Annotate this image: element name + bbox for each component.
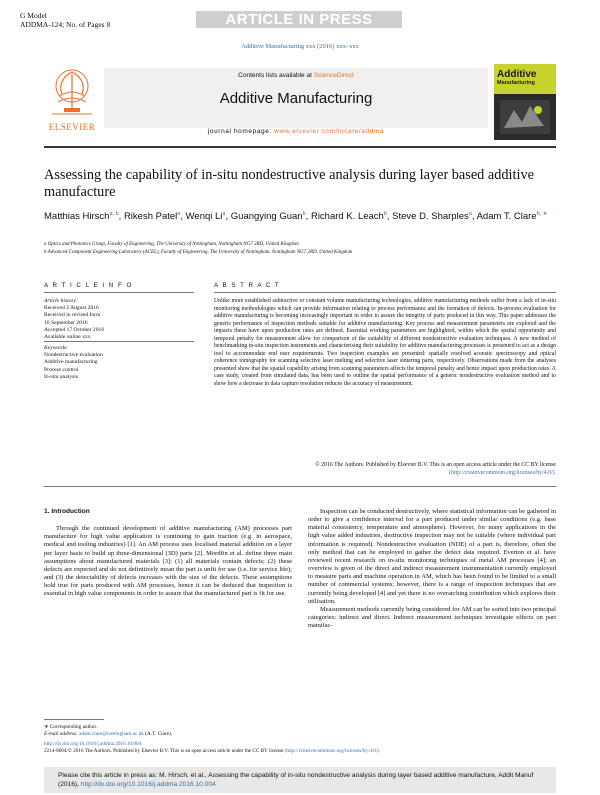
contents-line	[104, 72, 488, 79]
cover-title-line1: Additive	[497, 69, 537, 80]
manuscript-pages: ADDMA-124; No. of Pages 8	[20, 20, 111, 29]
issn-line: 2214-8604/© 2016 The Authors. Published by Elsevier B.V. This is an open access article under the CC BY license	[44, 748, 284, 754]
footnote-rule	[44, 719, 104, 720]
license-link[interactable]: (http://creativecommons.org/licenses/by/4.0/).	[449, 469, 556, 476]
citation-text: Please cite this article in press as: M. Hirsch, et al., Assessing the capability of in-situ nondestructive analysis during layer based additive manufacture, Addit Manuf (2016),	[58, 772, 534, 788]
history-rule	[44, 341, 194, 342]
issn-license-link[interactable]: (http://creativecommons.org/licenses/by/4.0/).	[284, 748, 381, 754]
masthead	[44, 64, 556, 142]
cover-title	[497, 70, 536, 87]
author[interactable]	[124, 211, 180, 222]
author[interactable]	[231, 211, 306, 222]
body-left-column	[44, 508, 292, 599]
abstract-bottom-rule	[44, 486, 556, 487]
author-affil-mark: a	[468, 211, 472, 217]
author-name: Richard K. Leach	[310, 211, 384, 223]
citation-box	[44, 767, 556, 793]
keywords	[44, 345, 194, 381]
masthead-rule	[44, 146, 556, 148]
history-item: Available online xxx	[44, 334, 91, 341]
body-paragraph: Measurement methods currently being considered for AM can be sorted into two principal categories: indirect and direct. Indirect measurement techniques investigate effects on part manufac-	[308, 605, 556, 630]
email-label: E-mail address:	[44, 731, 78, 737]
author-affil-mark: a	[222, 211, 226, 217]
author-affil-mark: b	[302, 211, 306, 217]
cover-artwork	[500, 100, 550, 134]
info-rule	[44, 292, 194, 293]
author-affil-mark: a	[177, 211, 181, 217]
abstract-heading: A B S T R A C T	[214, 282, 281, 289]
journal-title: Additive Manufacturing	[219, 90, 373, 107]
abstract-rule	[214, 292, 556, 293]
gmodel-label: G Model	[20, 11, 47, 20]
keyword: Additive manufacturing	[44, 359, 98, 366]
keywords-label: Keywords:	[44, 345, 69, 351]
doi-link[interactable]: http://dx.doi.org/10.1016/j.addma.2016.10.004	[44, 741, 142, 747]
author-name: Steve D. Sharples	[392, 211, 469, 223]
affiliation-a: a Optics and Photonics Group, Faculty of Engineering, The University of Nottingham, Nottingham NG7 2RD, United Kingdom	[44, 242, 299, 247]
author-name: Guangying Guan	[230, 211, 303, 223]
history-item: Accepted 17 October 2016	[44, 326, 105, 333]
journal-masthead	[104, 64, 488, 140]
journal-cover-image[interactable]	[494, 64, 556, 140]
cover-title-line2: Manufacturing	[497, 80, 535, 86]
sciencedirect-link[interactable]: ScienceDirect	[313, 72, 354, 79]
author-affil-mark: b, ∗	[536, 211, 548, 217]
author-name: Matthias Hirsch	[44, 211, 110, 223]
author[interactable]	[44, 211, 119, 222]
author-name: Wenqi Li	[185, 211, 223, 223]
author[interactable]	[311, 211, 387, 222]
journal-reference[interactable]: Additive Manufacturing xxx (2016) xxx–xxx	[241, 43, 359, 50]
manuscript-id	[20, 11, 110, 29]
corresponding-author-note	[44, 724, 294, 738]
author-name: Adam T. Clare	[476, 211, 537, 223]
body-paragraph: Inspection can be conducted destructively, where statistical information can be gathered in order to give a confidence interval for a part produced under similar conditions (e.g. base material consistency, temperature and atmosphere). However, for many applications in the high value added industries, destructive inspection may not be suitable (where individual part information is required). Nondestructive evaluation (NDE) of a part is, therefore, often the only method that can be employed to gather the defect data required. Everton et al. have reviewed recent research on in-situ monitoring techniques of metal AM processes [4]; an overview is given of the direct and indirect measurement instrumentation currently employed to measure parts and machine operation in AM, which has been found to be limited to a small number of commercial systems; however, there is a range of inspection techniques that are currently being developed [4] and yet there is no overarching contribution which explores their utilisation.	[308, 508, 556, 605]
elsevier-logo[interactable]	[44, 64, 100, 140]
article-history	[44, 298, 194, 341]
homepage-link[interactable]: www.elsevier.com/locate/addma	[274, 128, 385, 135]
homepage-prefix: journal homepage:	[207, 128, 272, 135]
publisher-name: ELSEVIER	[48, 122, 96, 132]
author[interactable]	[477, 211, 548, 222]
contents-prefix: Contents lists available at	[238, 72, 312, 79]
body-right-column	[308, 508, 556, 630]
article-in-press-banner: ARTICLE IN PRESS	[196, 11, 402, 28]
citation-doi-link[interactable]: http://dx.doi.org/10.1016/j.addma.2016.10.004	[80, 780, 216, 788]
section-heading: 1. Introduction	[44, 508, 90, 515]
author[interactable]	[392, 211, 472, 222]
email-link[interactable]: adam.clare@nottingham.ac.uk	[79, 731, 144, 737]
history-item: 16 September 2016	[44, 319, 88, 326]
affiliation-b: b Advanced Component Engineering Laboratory (ACEL), Faculty of Engineering, The University of Nottingham, Nottingham NG7 2RD, United Kingdom	[44, 250, 353, 255]
journal-homepage	[104, 128, 488, 135]
abstract-text: Unlike more established subtractive or constant volume manufacturing technologies, additive manufacturing methods suffer from a lack of in-situ monitoring methodologies which can provide information relating to process performance and the formation of defects. In-process evaluation for additive manufacturing is becoming increasingly important in order to assure the integrity of parts produced in this way. This paper addresses the generic performance of inspection methods suitable for additive manufacturing. Key process and measurement parameters are explored and the impacts these have upon production rates are defined. Essential working parameters are highlighted, within which the spatial opportunity and temporal penalty for measurement allow for comparison of the suitability of different nondestructive evaluation techniques. A new method of benchmarking in-situ inspection instruments and characterising their suitability for additive manufacturing processes is presented to act as a design tool to accommodate end user requirements. Two inspection examples are presented: spatially resolved acoustic spectroscopy and optical coherence tomography for scanning selective laser melting and selective laser sintering parts, respectively. Observations made from the analyses presented show that the spatial capability arising from scanning parameters affects the temporal penalty and hence impact upon production rates. A case study, created from simulated data, has been used to outline the spatial performance of a generic nondestructive evaluation method and to show how a decrease in data capture resolution reduces the accuracy of measurement.	[214, 298, 556, 388]
history-item: Received 2 August 2016	[44, 305, 99, 312]
author-list: Matthias Hirsch$^{a, b}$, Rikesh Patel$^a$, Wenqi Li$^a$, Guangying Guan$^b$, Richard K. Leach$^b$, Steve D. Sharples$^a$, Adam T. Clare$^{b, ∗}$	[44, 211, 548, 223]
history-item: Received in revised form	[44, 312, 101, 319]
article-title: Assessing the capability of in-situ nondestructive analysis during layer based additive manufacture	[44, 167, 534, 200]
copyright-text: © 2016 The Authors. Published by Elsevier B.V. This is an open access article under the CC BY license	[315, 462, 556, 468]
author-affil-mark: b	[383, 211, 387, 217]
corresponding-label: ∗ Corresponding author.	[44, 724, 98, 730]
author-affil-mark: a, b	[109, 211, 119, 217]
body-paragraph: Through the continued development of additive manufacturing (AM) processes part manufacture for high value application is continuing to gain traction (e.g. in aerospace, medical and tooling industries) [1]. An AM process uses localised material addition on a layer per layer basis to build up three-dimensional (3D) parts [2]. Mordfin et al. define three main assumptions about manufactured materials [3]: (1) all materials contain defects; (2) these defects are expected and do not definitively mean the part is unfit for use (i.e. for service life); and (3) the detectability of defects increases with the size of the defects. These assumptions hold true for parts produced with AM processes, hence it can be deduced that inspection is essential in high value components in order to assure that the manufactured part is fit for use.	[44, 525, 292, 598]
keyword: In-situ analysis	[44, 373, 79, 380]
author-name: Rikesh Patel	[123, 211, 178, 223]
elsevier-tree-icon	[44, 64, 100, 120]
doi-and-issn	[44, 741, 556, 755]
article-info-heading: A R T I C L E I N F O	[44, 282, 133, 289]
keyword: Nondestructive evaluation	[44, 352, 103, 359]
history-label: Article history:	[44, 298, 79, 304]
abstract-copyright	[214, 462, 556, 477]
author[interactable]	[186, 211, 226, 222]
keyword: Process control	[44, 366, 79, 373]
email-owner: (A.T. Clare).	[145, 731, 173, 737]
